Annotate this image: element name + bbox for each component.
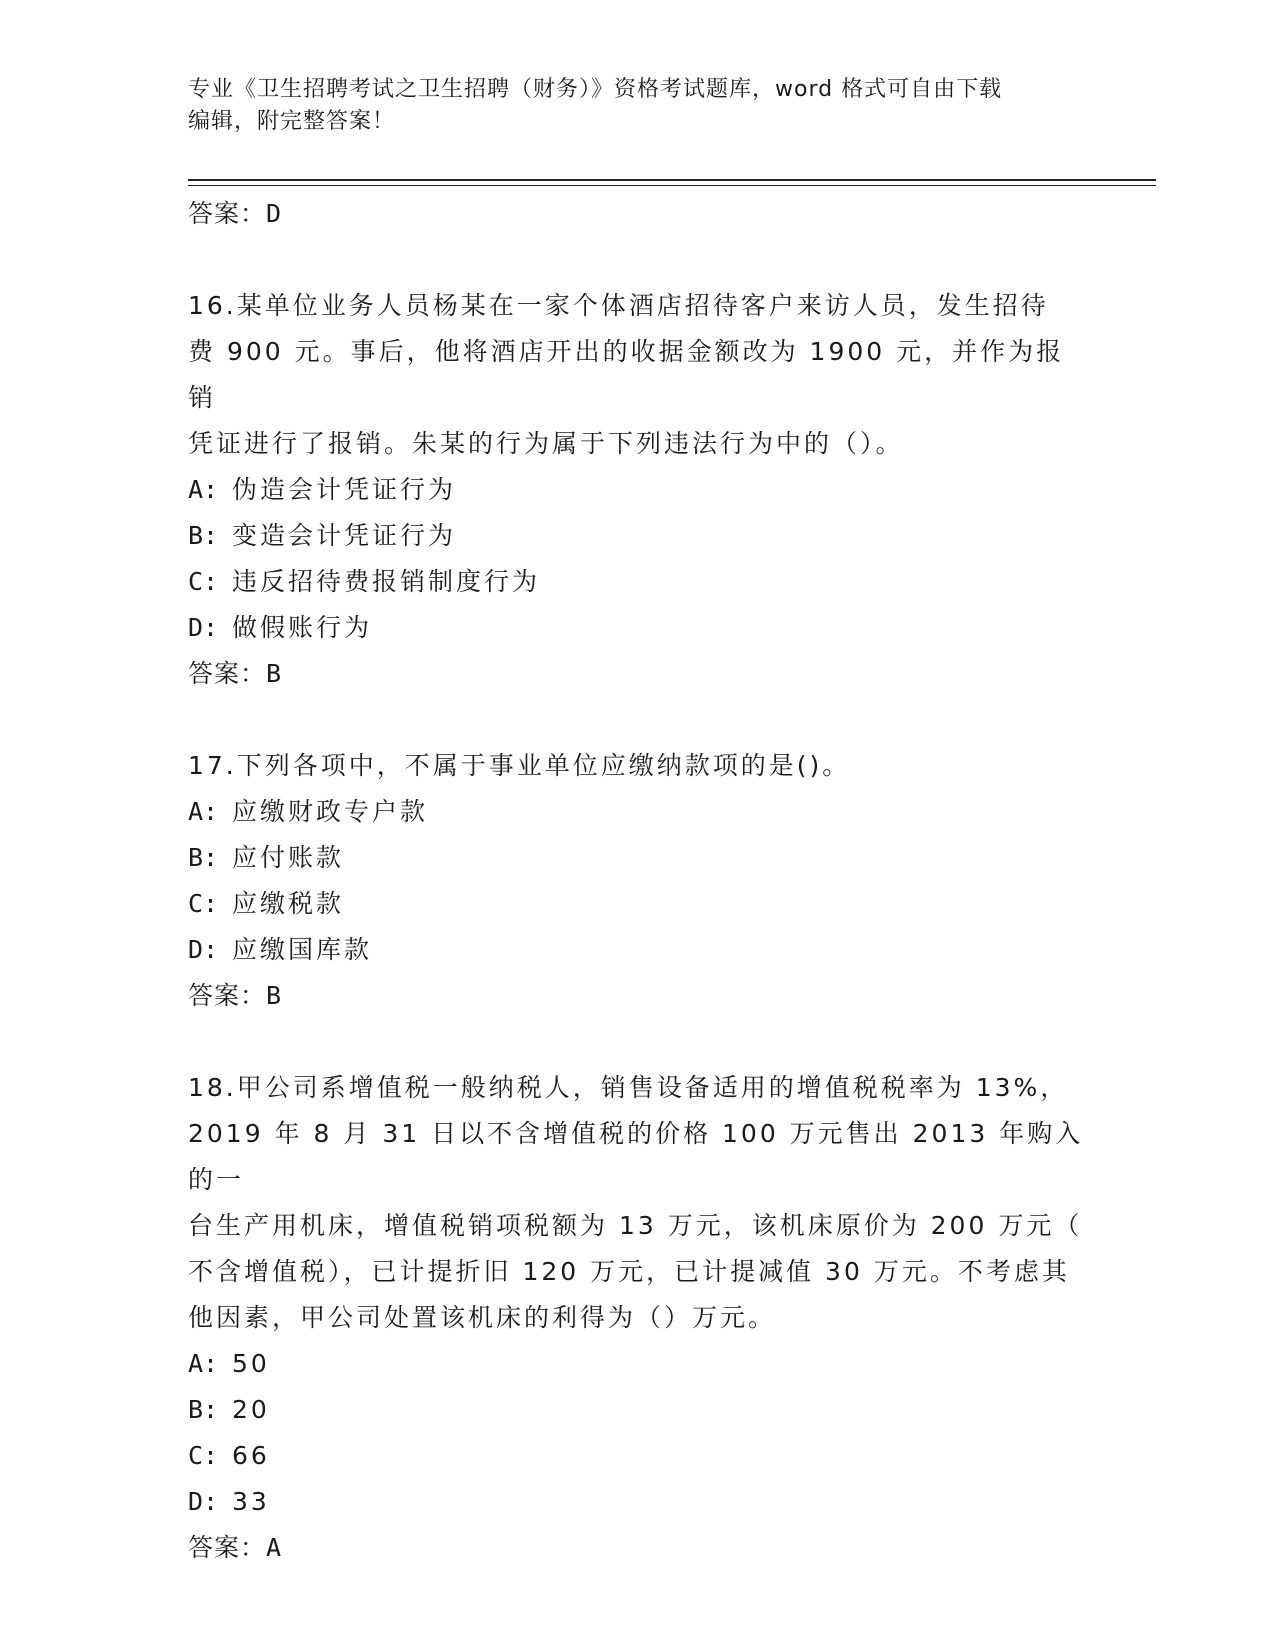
- option-text: 做假账行为: [232, 613, 373, 642]
- option-text: 应付账款: [232, 843, 345, 872]
- option-letter: C:: [188, 567, 219, 596]
- option-d: [188, 927, 1088, 973]
- option-letter: B:: [188, 843, 219, 872]
- question-line: 2019 年 8 月 31 日以不含增值税的价格 100 万元售出 2013 年购入的一: [188, 1119, 1084, 1194]
- option-a: [188, 467, 1088, 513]
- answer-label: 答案：: [188, 1533, 267, 1562]
- question-line: 凭证进行了报销。朱某的行为属于下列违法行为中的（）。: [188, 429, 904, 458]
- spacer: [188, 1019, 1088, 1065]
- header-divider-thin: [188, 185, 1156, 186]
- option-a: [188, 1341, 1088, 1387]
- answer-value: D: [266, 199, 283, 228]
- option-b: [188, 1387, 1088, 1433]
- option-letter: C:: [188, 1441, 219, 1470]
- option-text: 50: [232, 1349, 270, 1378]
- answer-value: B: [266, 659, 283, 688]
- option-text: 变造会计凭证行为: [232, 521, 457, 550]
- option-a: [188, 789, 1088, 835]
- option-letter: A:: [188, 1349, 219, 1378]
- answer-label: 答案：: [188, 659, 267, 688]
- option-text: 66: [232, 1441, 270, 1470]
- option-letter: D:: [188, 613, 219, 642]
- option-text: 应缴税款: [232, 889, 345, 918]
- header-divider-thick: [188, 179, 1156, 181]
- answer-line-prev: [188, 191, 1088, 237]
- question-line: 17.下列各项中，不属于事业单位应缴纳款项的是()。: [188, 751, 851, 780]
- option-letter: B:: [188, 1395, 219, 1424]
- option-b: [188, 835, 1088, 881]
- question-line: 台生产用机床，增值税销项税额为 13 万元，该机床原价为 200 万元（: [188, 1211, 1083, 1240]
- option-letter: A:: [188, 475, 219, 504]
- question-block-17: [188, 743, 1088, 1019]
- header-line-2: 编辑，附完整答案！: [188, 109, 396, 134]
- option-letter: A:: [188, 797, 219, 826]
- question-line: 他因素，甲公司处置该机床的利得为（）万元。: [188, 1303, 777, 1332]
- question-16-text: [188, 283, 1088, 467]
- spacer: [188, 237, 1088, 283]
- option-c: [188, 881, 1088, 927]
- question-block-16: [188, 283, 1088, 697]
- option-text: 33: [232, 1487, 270, 1516]
- question-18-text: [188, 1065, 1088, 1341]
- option-d: [188, 1479, 1088, 1525]
- document-header: [188, 74, 1088, 138]
- option-text: 违反招待费报销制度行为: [232, 567, 541, 596]
- option-b: [188, 513, 1088, 559]
- question-line: 费 900 元。事后，他将酒店开出的收据金额改为 1900 元，并作为报销: [188, 337, 1065, 412]
- option-text: 20: [232, 1395, 270, 1424]
- question-line: 18.甲公司系增值税一般纳税人，销售设备适用的增值税税率为 13%，: [188, 1073, 1069, 1102]
- option-c: [188, 1433, 1088, 1479]
- question-17-text: [188, 743, 1088, 789]
- option-text: 应缴国库款: [232, 935, 373, 964]
- option-letter: B:: [188, 521, 219, 550]
- option-c: [188, 559, 1088, 605]
- option-text: 应缴财政专户款: [232, 797, 429, 826]
- answer-value: A: [266, 1533, 283, 1562]
- header-line-1: 专业《卫生招聘考试之卫生招聘（财务）》资格考试题库，word 格式可自由下载: [188, 77, 1003, 102]
- answer-value: B: [266, 981, 283, 1010]
- option-letter: C:: [188, 889, 219, 918]
- question-line: 16.某单位业务人员杨某在一家个体酒店招待客户来访人员，发生招待: [188, 291, 1049, 320]
- answer-label: 答案：: [188, 981, 267, 1010]
- document-body: [188, 191, 1088, 1571]
- answer-line: [188, 1525, 1088, 1571]
- answer-line: [188, 973, 1088, 1019]
- option-text: 伪造会计凭证行为: [232, 475, 457, 504]
- question-line: 不含增值税），已计提折旧 120 万元，已计提减值 30 万元。不考虑其: [188, 1257, 1070, 1286]
- option-letter: D:: [188, 935, 219, 964]
- option-letter: D:: [188, 1487, 219, 1516]
- spacer: [188, 697, 1088, 743]
- option-d: [188, 605, 1088, 651]
- answer-label: 答案：: [188, 199, 267, 228]
- answer-line: [188, 651, 1088, 697]
- question-block-18: [188, 1065, 1088, 1571]
